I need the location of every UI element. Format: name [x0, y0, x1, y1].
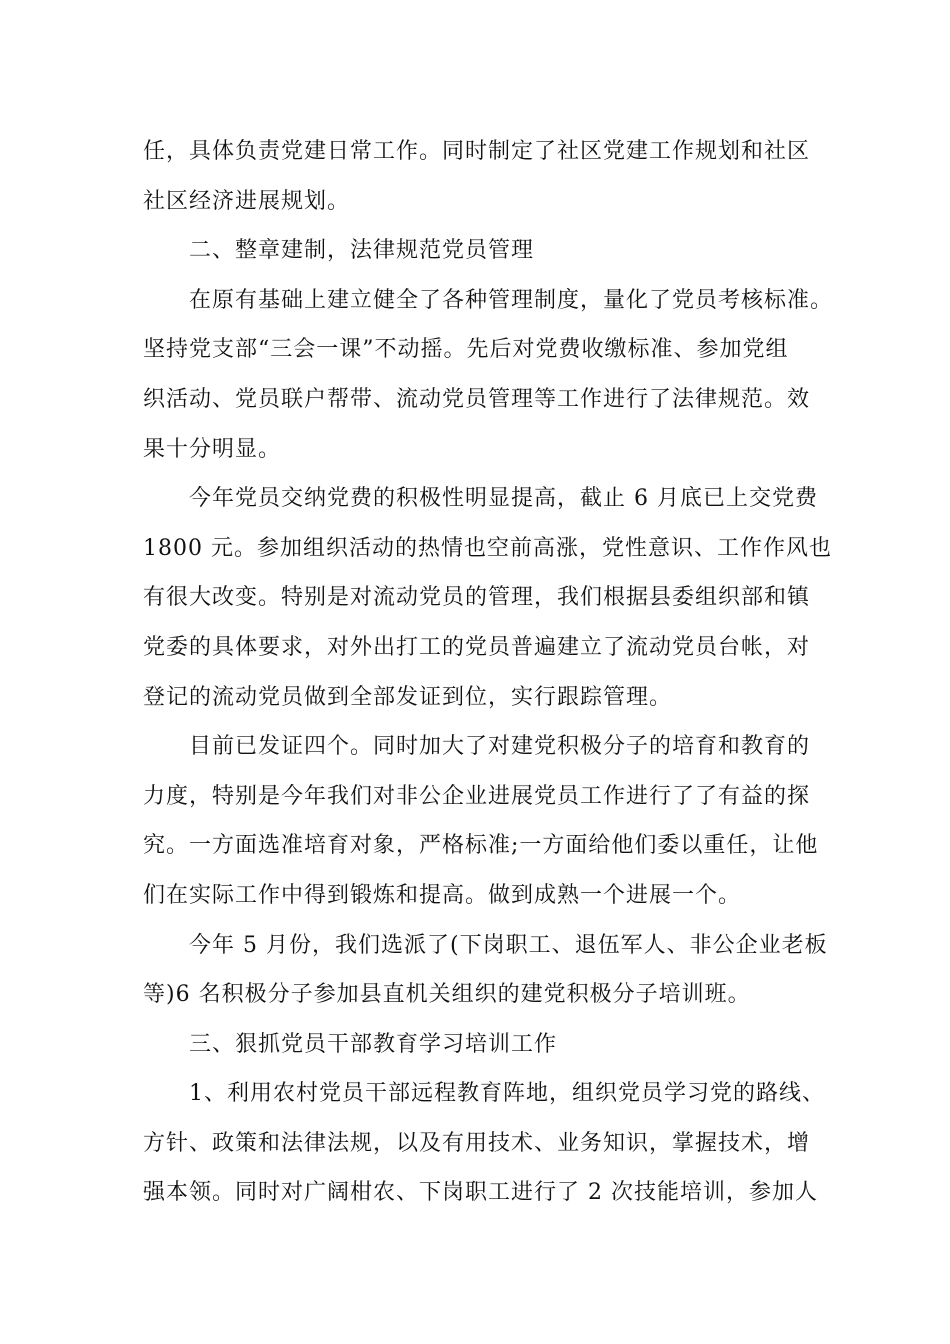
- text-line: 们在实际工作中得到锻炼和提高。做到成熟一个进展一个。: [143, 882, 742, 908]
- text-line: 1800 元。参加组织活动的热情也空前高涨，党性意识、工作作风也: [143, 535, 832, 561]
- text-line: 二、整章建制，法律规范党员管理: [189, 238, 535, 264]
- document-body: [143, 127, 834, 1218]
- text-line: 有很大改变。特别是对流动党员的管理，我们根据县委组织部和镇: [143, 585, 811, 611]
- text-line: 任，具体负责党建日常工作。同时制定了社区党建工作规划和社区: [143, 139, 811, 164]
- text-line: 社区经济进展规划。: [143, 188, 351, 214]
- text-line: 等)6 名积极分子参加县直机关组织的建党积极分子培训班。: [143, 982, 751, 1008]
- text-line: 1、利用农村党员干部远程教育阵地，组织党员学习党的路线、: [189, 1081, 825, 1107]
- text-line: 果十分明显。: [143, 436, 282, 462]
- text-line: 登记的流动党员做到全部发证到位，实行跟踪管理。: [143, 684, 673, 710]
- text-line: 三、狠抓党员干部教育学习培训工作: [189, 1031, 558, 1057]
- text-line: 究。一方面选准培育对象，严格标准;一方面给他们委以重任，让他: [143, 833, 819, 859]
- text-line: 坚持党支部“三会一课”不动摇。先后对党费收缴标准、参加党组: [143, 337, 789, 363]
- text-line: 党委的具体要求，对外出打工的党员普遍建立了流动党员台帐，对: [143, 634, 811, 660]
- text-line: 今年党员交纳党费的积极性明显提高，截止 6 月底已上交党费: [189, 486, 818, 512]
- text-line: 目前已发证四个。同时加大了对建党积极分子的培育和教育的: [189, 734, 811, 760]
- text-line: 织活动、党员联户帮带、流动党员管理等工作进行了法律规范。效: [143, 386, 811, 412]
- text-line: 今年 5 月份，我们选派了(下岗职工、退伍军人、非公企业老板: [189, 932, 828, 958]
- text-line: 强本领。同时对广阔柑农、下岗职工进行了 2 次技能培训，参加人: [143, 1180, 818, 1206]
- text-line: 方针、政策和法律法规，以及有用技术、业务知识，掌握技术，增: [143, 1130, 811, 1156]
- text-line: 力度，特别是今年我们对非公企业进展党员工作进行了了有益的探: [143, 783, 811, 809]
- text-line: 在原有基础上建立健全了各种管理制度，量化了党员考核标准。: [189, 287, 834, 313]
